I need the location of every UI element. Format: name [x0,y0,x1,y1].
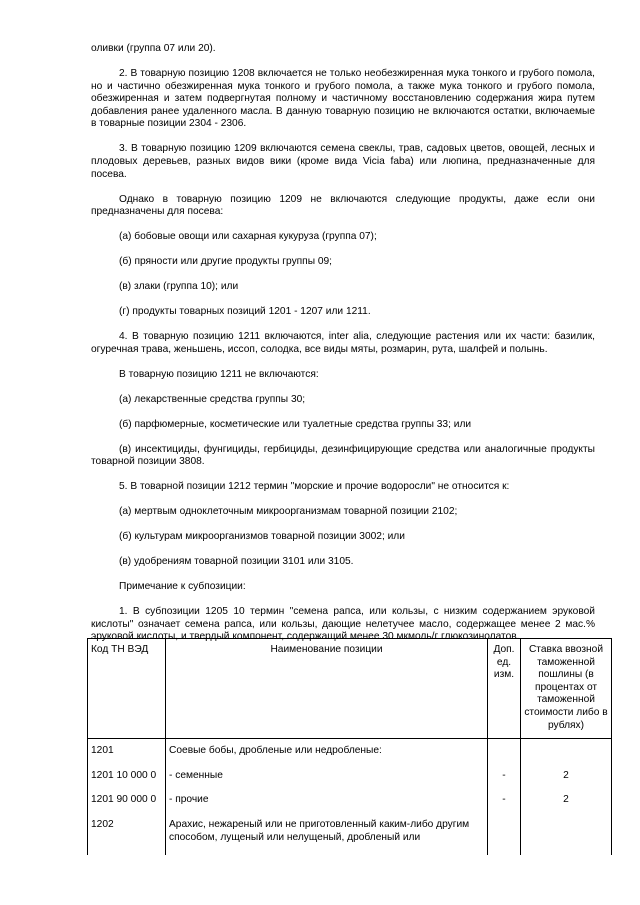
cell-code: 1201 10 000 0 [88,769,166,794]
paragraph: (в) инсектициды, фунгициды, гербициды, дезинфицирующие средства или аналогичные продукты товарной позиции 3808. [91,443,595,468]
document-body [91,43,595,656]
paragraph: (в) удобрениям товарной позиции 3101 или 3105. [119,556,354,568]
header-name: Наименование позиции [166,639,488,739]
tariff-table [87,638,612,855]
paragraph: Примечание к субпозиции: [119,581,246,593]
cell-name: Арахис, нежареный или не приготовленный каким-либо другим способом, лущеный или нелущеный, дробленый или [166,818,488,855]
paragraph: 1. В субпозиции 1205 10 термин "семена рапса, или кользы, с низким содержанием эруковой кислоты" означает семена рапса, или кользы, дающие нелетучее масло, содержащее менее 2 мас.% эруковой кислоты, и твердый компонент, содержащий менее 30 мкмоль/г глюкозинолатов. [91,606,595,643]
cell-code: 1201 [88,739,166,769]
cell-code: 1201 90 000 0 [88,793,166,818]
paragraph: оливки (группа 07 или 20). [91,43,216,54]
paragraph: (а) лекарственные средства группы 30; [119,393,306,405]
paragraph: (в) злаки (группа 10); или [119,281,239,293]
paragraph: (б) культурам микроорганизмов товарной позиции 3002; или [119,531,405,543]
cell-code: 1202 [88,818,166,855]
paragraph: Однако в товарную позицию 1209 не включаются следующие продукты, даже если они предназначены для посева: [91,193,595,218]
header-unit: Доп. ед. изм. [488,639,521,739]
cell-rate [521,739,612,769]
cell-name: - семенные [166,769,488,794]
cell-unit [488,818,521,855]
table-row [88,739,612,769]
cell-rate: 2 [521,769,612,794]
paragraph: 4. В товарную позицию 1211 включаются, inter alia, следующие растения или их части: базилик, огуречная трава, женьшень, иссоп, солодка, все виды мяты, розмарин, рута, шалфей и полынь. [91,331,595,355]
cell-unit: - [488,793,521,818]
cell-rate [521,818,612,855]
cell-unit: - [488,769,521,794]
cell-name: Соевые бобы, дробленые или недробленые: [166,739,488,769]
paragraph: 5. В товарной позиции 1212 термин "морские и прочие водоросли" не относится к: [119,481,510,493]
paragraph: (г) продукты товарных позиций 1201 - 1207 или 1211. [119,306,371,318]
paragraph: 2. В товарную позицию 1208 включается не только необезжиренная мука тонкого и грубого помола, но и частично обезжиренная мука тонкого и грубого помола, а также мука тонкого и грубого помола, обезжиренная и затем подвергнутая полному и частичному восстановлению содержания жира путем добавления ранее удаленного масла. В данную товарную позицию не включаются остатки, включаемые в товарные позиции 2304 - 2306. [91,67,595,130]
paragraph: В товарную позицию 1211 не включаются: [119,368,319,380]
table-row [88,793,612,818]
table-header-row [88,639,612,739]
table-row [88,769,612,794]
cell-unit [488,739,521,769]
paragraph: (б) пряности или другие продукты группы 09; [119,256,333,268]
table-row [88,818,612,855]
cell-rate: 2 [521,793,612,818]
header-rate: Ставка ввозной таможенной пошлины (в процентах от таможенной стоимости либо в рублях) [521,639,612,739]
cell-name: - прочие [166,793,488,818]
paragraph: (а) мертвым одноклеточным микроорганизмам товарной позиции 2102; [119,506,458,518]
paragraph: (б) парфюмерные, косметические или туалетные средства группы 33; или [119,418,472,430]
paragraph: 3. В товарную позицию 1209 включаются семена свеклы, трав, садовых цветов, овощей, лесных и плодовых деревьев, разных видов вики (кроме вида Vicia faba) или люпина, предназначенные для посева. [91,143,595,180]
header-code: Код ТН ВЭД [88,639,166,739]
paragraph: (а) бобовые овощи или сахарная кукуруза (группа 07); [119,231,377,243]
